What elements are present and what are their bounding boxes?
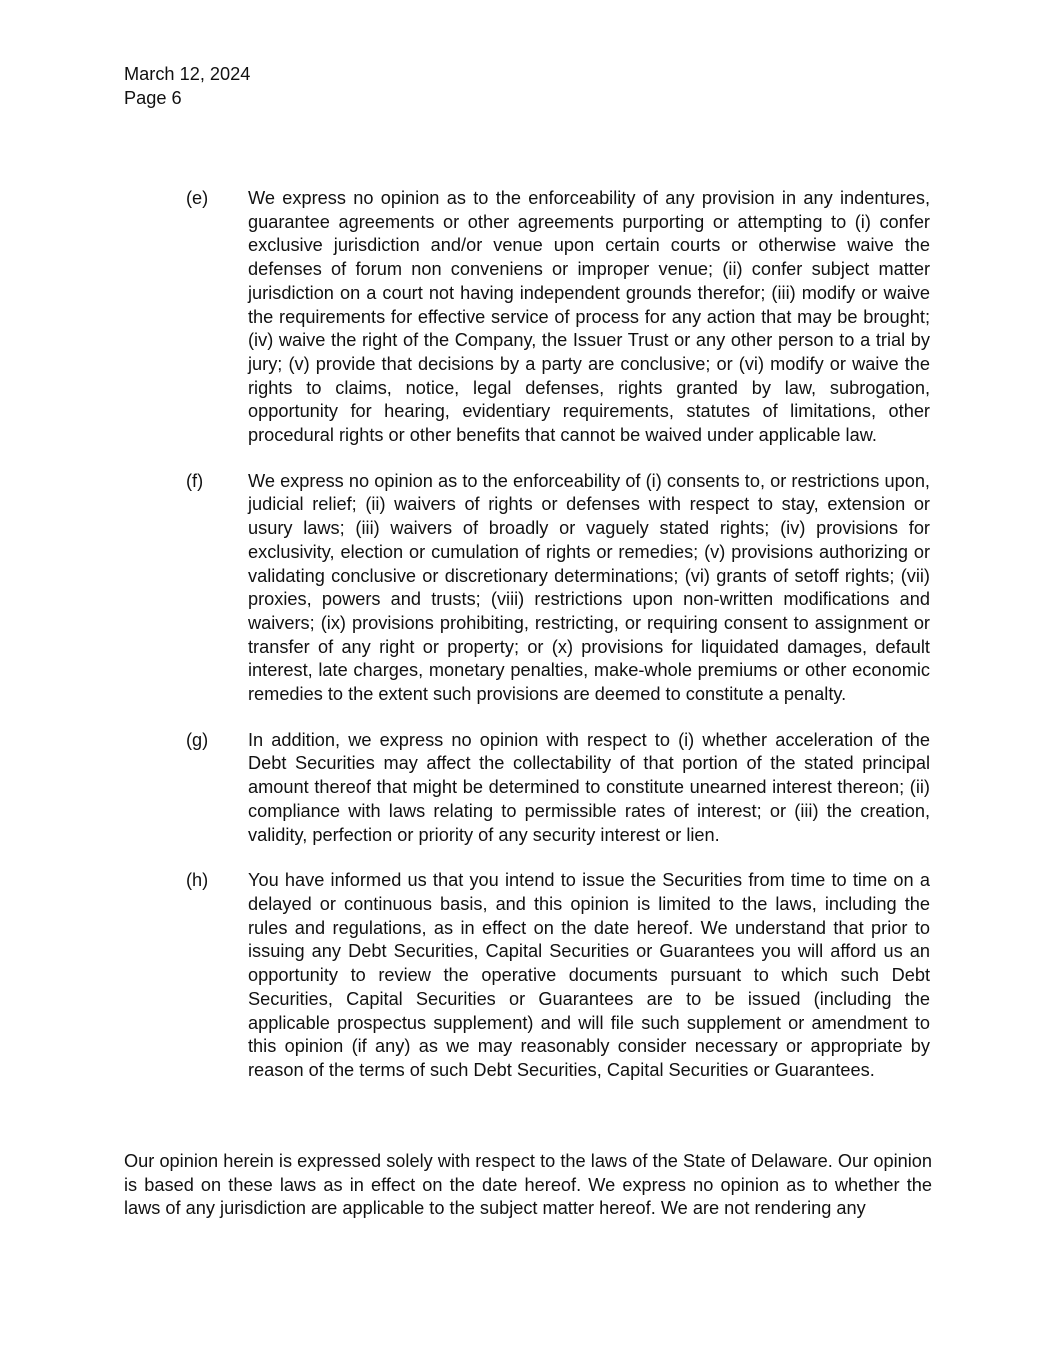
- list-item: [186, 729, 932, 848]
- page-header: [124, 63, 250, 110]
- list-item: [186, 470, 932, 707]
- item-label: (g): [186, 729, 209, 750]
- closing-paragraph: Our opinion herein is expressed solely with respect to the laws of the State of Delaware. Our opinion is based on these laws as in effect on the date hereof. We express no opinion as to whether the laws of any jurisdiction are applicable to the subject matter hereof. We are not rendering any: [124, 1151, 932, 1219]
- item-paragraph: We express no opinion as to the enforceability of any provision in any indentures, guarantee agreements or other agreements purporting or attempting to (i) confer exclusive jurisdiction and/or venue upon certain courts or otherwise waive the defenses of forum non conveniens or improper venue; (ii) confer subject matter jurisdiction on a court not having independent grounds therefor; (iii) modify or waive the requirements for effective service of process for any action that may be brought; (iv) waive the right of the Company, the Issuer Trust or any other person to a trial by jury; (v) provide that decisions by a party are conclusive; or (vi) modify or waive the rights to claims, notice, legal defenses, rights granted by law, subrogation, opportunity for hearing, evidentiary requirements, statutes of limitations, other procedural rights or other benefits that cannot be waived under applicable law.: [248, 188, 930, 446]
- item-label: (e): [186, 188, 209, 208]
- item-paragraph: In addition, we express no opinion with respect to (i) whether acceleration of the Debt Securities may affect the collectability of that portion of the stated principal amount thereof that might be determined to constitute unearned interest thereon; (ii) compliance with laws relating to permissible rates of interest; or (iii) the creation, validity, perfection or priority of any security interest or lien.: [248, 729, 930, 845]
- opinion-items-list: [186, 187, 932, 1105]
- item-label: (h): [186, 870, 209, 891]
- header-page-number: Page 6: [124, 87, 182, 108]
- item-paragraph: We express no opinion as to the enforceability of (i) consents to, or restrictions upon, judicial relief; (ii) waivers of rights or defenses with respect to stay, extension or usury laws; (iii) waivers of broadly or vaguely stated rights; (iv) provisions for exclusivity, election or cumulation of rights or remedies; (v) provisions authorizing or validating conclusive or discretionary determinations; (vi) grants of setoff rights; (vii) proxies, powers and trusts; (viii) restrictions upon non-written modifications and waivers; (ix) provisions prohibiting, restricting, or requiring consent to assignment or transfer of any right or property; or (x) provisions for liquidated damages, default interest, late charges, monetary penalties, make-whole premiums or other economic remedies to the extent such provisions are deemed to constitute a penalty.: [248, 470, 930, 705]
- item-paragraph: You have informed us that you intend to issue the Securities from time to time on a delayed or continuous basis, and this opinion is limited to the laws, including the rules and regulations, as in effect on the date hereof. We understand that prior to issuing any Debt Securities, Capital Securities or Guarantees you will afford us an opportunity to review the operative documents pursuant to which such Debt Securities, Capital Securities or Guarantees are to be issued (including the applicable prospectus supplement) and will file such supplement or amendment to this opinion (if any) as we may reasonably consider necessary or appropriate by reason of the terms of such Debt Securities, Capital Securities or Guarantees.: [248, 870, 930, 1080]
- list-item: [186, 869, 932, 1082]
- item-label: (f): [186, 470, 204, 491]
- header-date: March 12, 2024: [124, 64, 251, 84]
- list-item: [186, 187, 932, 448]
